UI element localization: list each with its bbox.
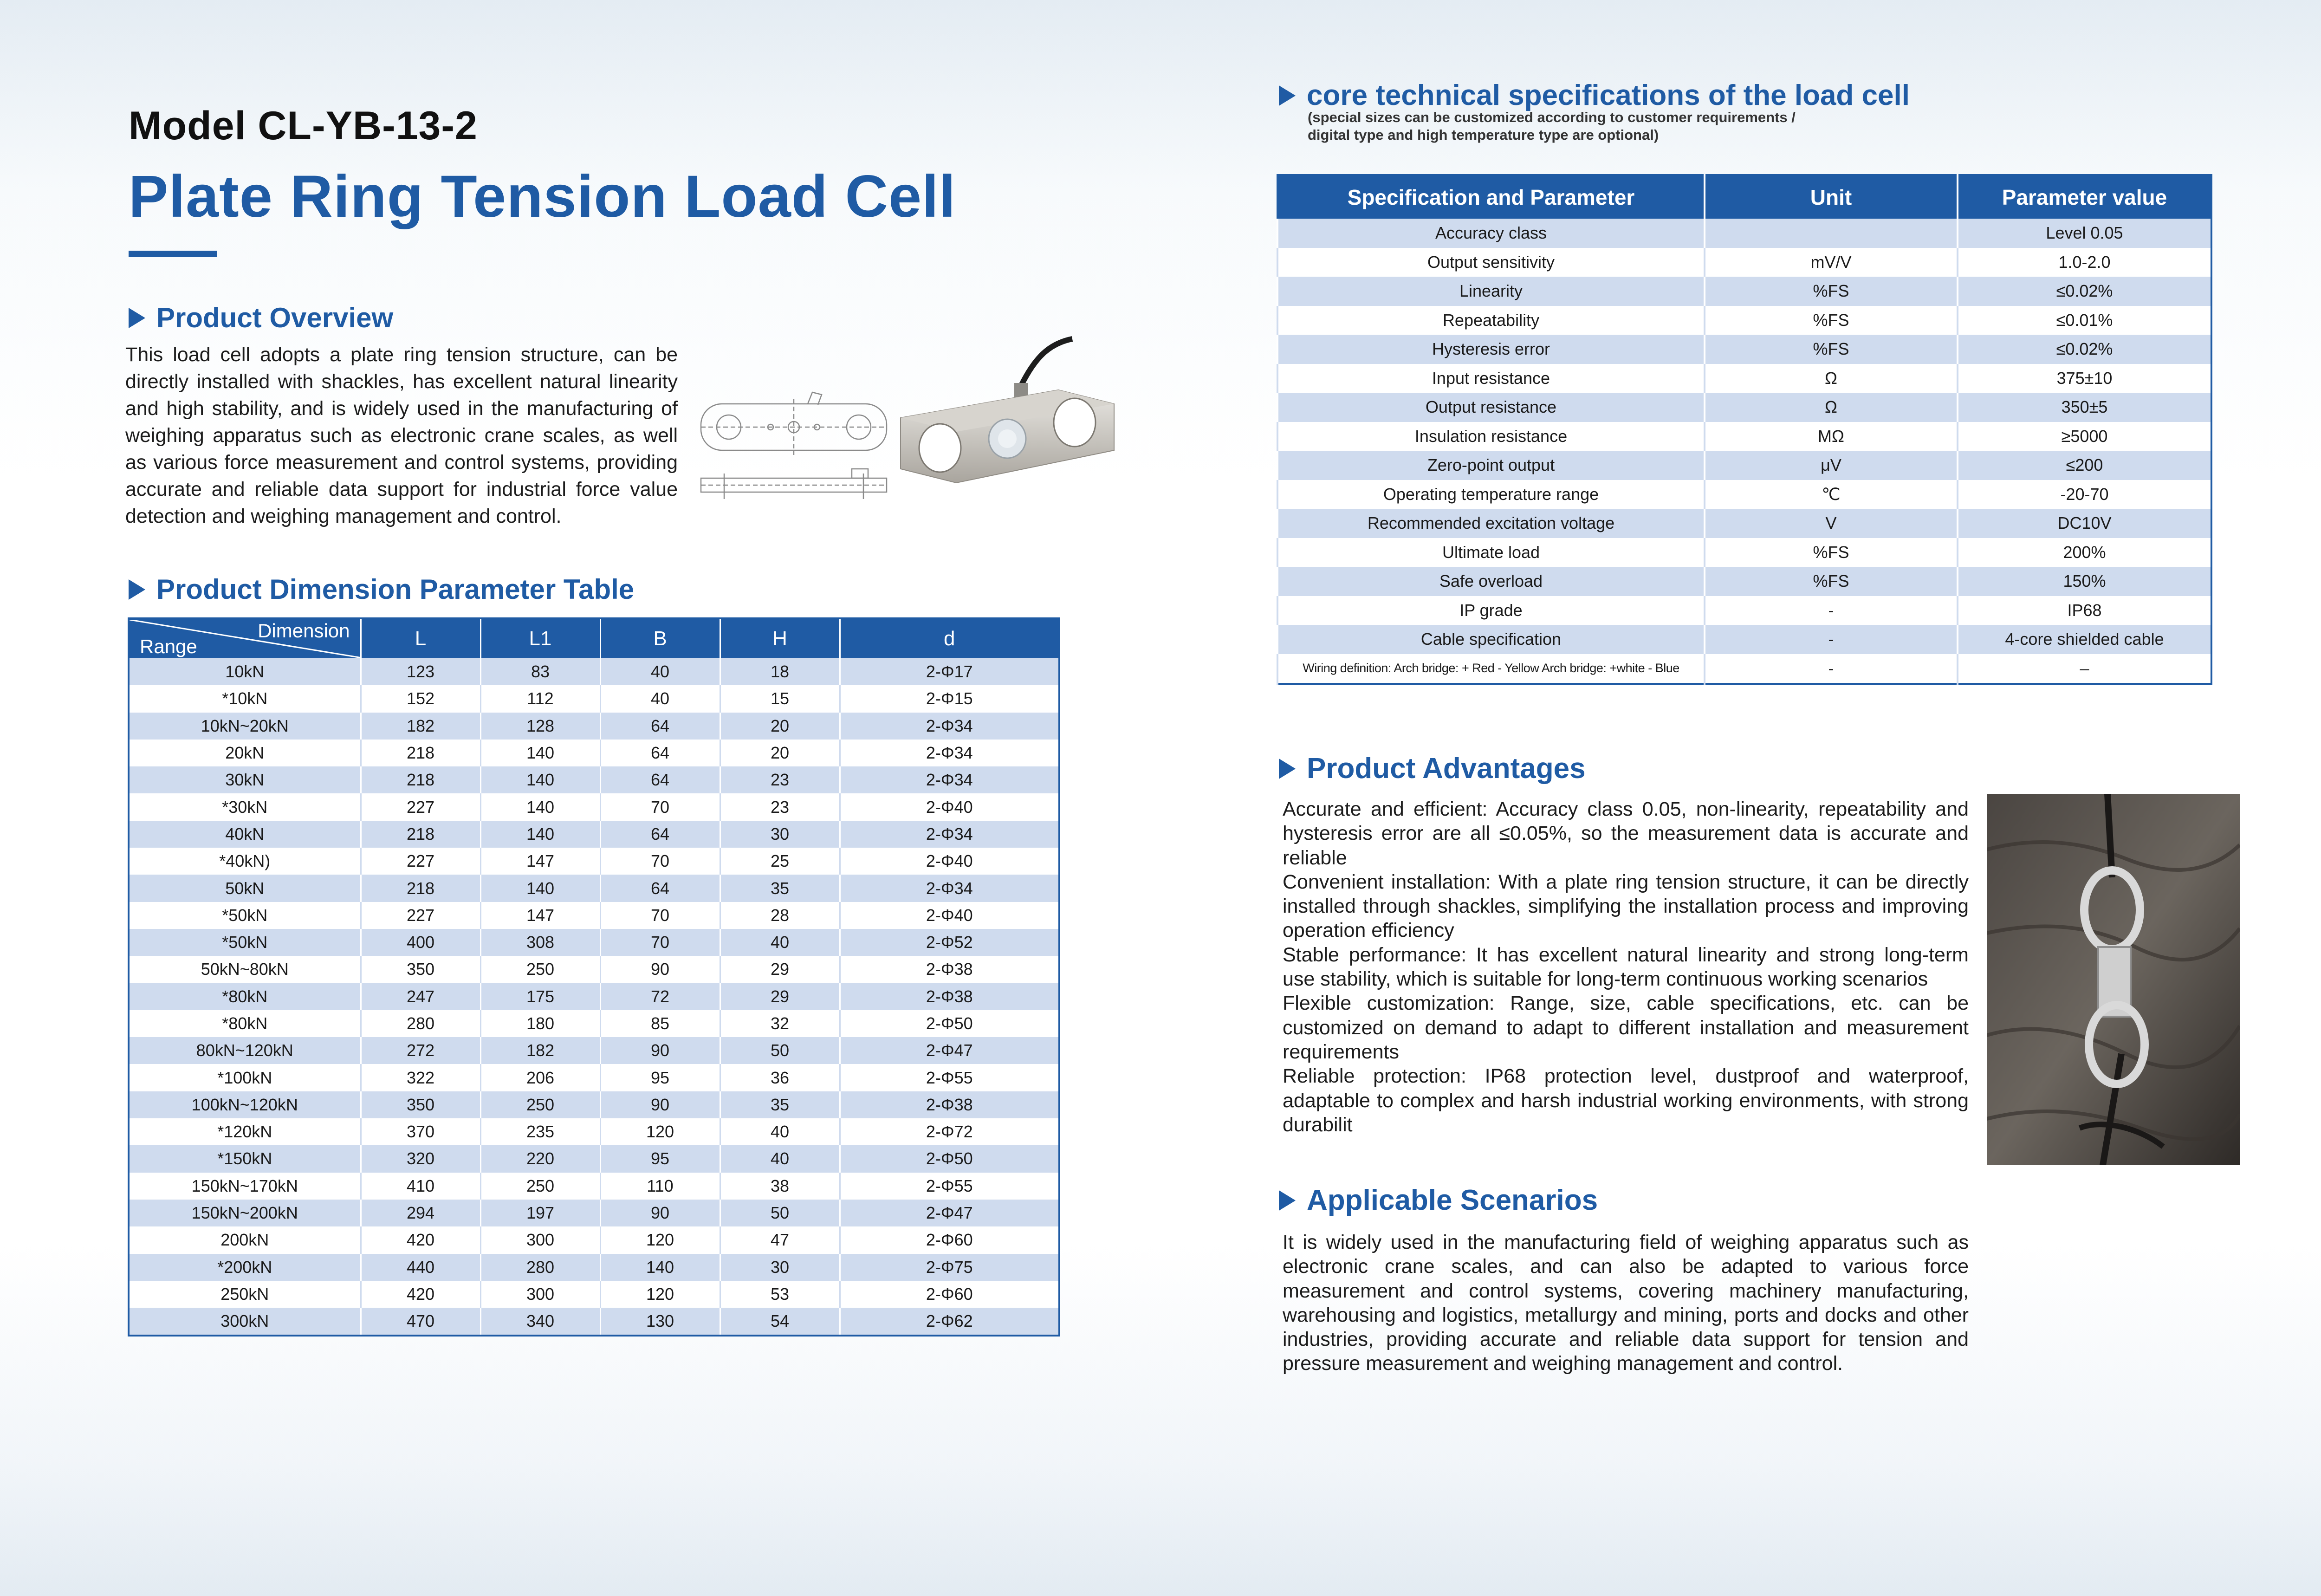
value-cell: 64: [600, 713, 720, 740]
value-cell: 90: [600, 1037, 720, 1064]
value-cell: 64: [600, 766, 720, 793]
table-row: [129, 1200, 1059, 1226]
range-cell: 50kN~80kN: [129, 956, 361, 983]
range-cell: *100kN: [129, 1064, 361, 1091]
spec-name-cell: Hysteresis error: [1277, 335, 1705, 364]
value-cell: 370: [361, 1118, 480, 1145]
value-cell: 123: [361, 658, 480, 685]
value-cell: 2-Φ40: [840, 848, 1059, 875]
unit-cell: [1705, 219, 1958, 248]
unit-cell: μV: [1705, 451, 1958, 480]
value-cell: 410: [361, 1173, 480, 1200]
value-cell: 50: [720, 1200, 840, 1226]
value-cell: 2-Φ62: [840, 1308, 1059, 1336]
value-cell: 2-Φ75: [840, 1254, 1059, 1281]
value-cell: 2-Φ40: [840, 793, 1059, 820]
unit-cell: %FS: [1705, 567, 1958, 596]
value-cell: 64: [600, 740, 720, 766]
range-cell: 20kN: [129, 740, 361, 766]
value-cell: 2-Φ38: [840, 1091, 1059, 1118]
spec-table-body: [1277, 219, 2211, 684]
spec-name-cell: Output sensitivity: [1277, 248, 1705, 277]
value-cell: 400: [361, 929, 480, 956]
triangle-bullet-icon: [1279, 85, 1296, 106]
range-cell: 200kN: [129, 1226, 361, 1253]
value-cell: 218: [361, 740, 480, 766]
spec-name-cell: Zero-point output: [1277, 451, 1705, 480]
spec-name-cell: Linearity: [1277, 277, 1705, 306]
value-cell: 227: [361, 902, 480, 929]
value-cell: 227: [361, 848, 480, 875]
range-cell: *30kN: [129, 793, 361, 820]
column-header: L1: [480, 618, 600, 658]
section-heading-overview: [129, 302, 393, 334]
table-row: [1277, 480, 2211, 509]
table-row: [129, 740, 1059, 766]
value-cell: 2-Φ50: [840, 1145, 1059, 1172]
table-row: [129, 1173, 1059, 1200]
value-cell: 2-Φ47: [840, 1037, 1059, 1064]
table-header-row: [129, 618, 1059, 658]
scenarios-paragraph: It is widely used in the manufacturing field of weighing apparatus such as electronic crane scales, and can also be adapted to various force measurement and control systems, covering machinery manufacturing, warehousing and logistics, metallurgy and mining, ports and docks and other industries, providing accurate and reliable data support for tension and pressure measurement and weighing management and control.: [1283, 1231, 1969, 1375]
value-cell: 218: [361, 875, 480, 902]
table-row: [1277, 393, 2211, 422]
title-underline: [129, 251, 217, 257]
column-header: Specification and Parameter: [1277, 175, 1705, 219]
value-cell: 120: [600, 1281, 720, 1308]
range-cell: *50kN: [129, 929, 361, 956]
value-cell: 350±5: [1958, 393, 2211, 422]
value-cell: –: [1958, 654, 2211, 684]
table-row: [129, 1308, 1059, 1336]
advantages-list: [1283, 797, 1969, 1137]
value-cell: 322: [361, 1064, 480, 1091]
value-cell: ≤200: [1958, 451, 2211, 480]
table-row: [1277, 567, 2211, 596]
value-cell: 2-Φ40: [840, 902, 1059, 929]
value-cell: Level 0.05: [1958, 219, 2211, 248]
value-cell: 128: [480, 713, 600, 740]
value-cell: 1.0-2.0: [1958, 248, 2211, 277]
value-cell: 420: [361, 1281, 480, 1308]
value-cell: 18: [720, 658, 840, 685]
unit-cell: MΩ: [1705, 422, 1958, 451]
table-row: [1277, 306, 2211, 335]
value-cell: 2-Φ55: [840, 1064, 1059, 1091]
value-cell: 272: [361, 1037, 480, 1064]
range-cell: *80kN: [129, 983, 361, 1010]
value-cell: 30: [720, 821, 840, 848]
advantage-item: Stable performance: It has excellent natural linearity and strong long-term use stability, which is suitable for long-term continuous working scenarios: [1283, 943, 1969, 991]
value-cell: 220: [480, 1145, 600, 1172]
value-cell: 4-core shielded cable: [1958, 625, 2211, 654]
range-cell: 150kN~170kN: [129, 1173, 361, 1200]
table-row: [129, 929, 1059, 956]
table-row: [129, 1064, 1059, 1091]
value-cell: 50: [720, 1037, 840, 1064]
table-row: [129, 1281, 1059, 1308]
value-cell: 420: [361, 1226, 480, 1253]
value-cell: 2-Φ34: [840, 740, 1059, 766]
value-cell: ≥5000: [1958, 422, 2211, 451]
value-cell: 308: [480, 929, 600, 956]
value-cell: 120: [600, 1226, 720, 1253]
value-cell: 140: [480, 766, 600, 793]
value-cell: 47: [720, 1226, 840, 1253]
column-header: H: [720, 618, 840, 658]
table-row: [1277, 596, 2211, 625]
value-cell: 120: [600, 1118, 720, 1145]
range-cell: *200kN: [129, 1254, 361, 1281]
range-cell: 100kN~120kN: [129, 1091, 361, 1118]
unit-cell: V: [1705, 509, 1958, 538]
value-cell: 440: [361, 1254, 480, 1281]
range-cell: 30kN: [129, 766, 361, 793]
table-row: [1277, 451, 2211, 480]
advantage-item: Reliable protection: IP68 protection level, dustproof and waterproof, adaptable to complex and harsh industrial working environments, with strong durabilit: [1283, 1065, 1969, 1136]
value-cell: 2-Φ34: [840, 713, 1059, 740]
model-number: Model CL-YB-13-2: [129, 104, 478, 148]
section-heading-advantages: [1279, 752, 1586, 785]
value-cell: 294: [361, 1200, 480, 1226]
unit-cell: Ω: [1705, 364, 1958, 393]
value-cell: 235: [480, 1118, 600, 1145]
table-row: [129, 1091, 1059, 1118]
value-cell: 30: [720, 1254, 840, 1281]
value-cell: 247: [361, 983, 480, 1010]
value-cell: 70: [600, 848, 720, 875]
column-header: d: [840, 618, 1059, 658]
value-cell: 2-Φ38: [840, 983, 1059, 1010]
value-cell: 250: [480, 1173, 600, 1200]
value-cell: 2-Φ72: [840, 1118, 1059, 1145]
value-cell: 54: [720, 1308, 840, 1336]
range-cell: *40kN): [129, 848, 361, 875]
column-header: Parameter value: [1958, 175, 2211, 219]
table-row: [129, 821, 1059, 848]
value-cell: 152: [361, 685, 480, 712]
value-cell: 350: [361, 956, 480, 983]
value-cell: 140: [480, 875, 600, 902]
corner-header-range: Range: [140, 636, 197, 657]
value-cell: 147: [480, 902, 600, 929]
value-cell: 90: [600, 1091, 720, 1118]
core-specs-note: [1308, 109, 1958, 144]
spec-name-cell: Repeatability: [1277, 306, 1705, 335]
value-cell: 300: [480, 1226, 600, 1253]
value-cell: 2-Φ55: [840, 1173, 1059, 1200]
triangle-bullet-icon: [129, 308, 145, 328]
column-header: Unit: [1705, 175, 1958, 219]
table-row: [129, 713, 1059, 740]
table-row: [129, 766, 1059, 793]
note-line: digital type and high temperature type are optional): [1308, 127, 1659, 143]
unit-cell: -: [1705, 625, 1958, 654]
range-cell: 40kN: [129, 821, 361, 848]
advantage-item: Accurate and efficient: Accuracy class 0.05, non-linearity, repeatability and hysteresis error are all ≤0.05%, so the measurement data is accurate and reliable: [1283, 798, 1969, 869]
product-photo: [896, 330, 1119, 506]
value-cell: 180: [480, 1010, 600, 1037]
dimension-table-body: [129, 658, 1059, 1336]
value-cell: 40: [720, 1118, 840, 1145]
value-cell: 130: [600, 1308, 720, 1336]
value-cell: 250: [480, 1091, 600, 1118]
value-cell: ≤0.02%: [1958, 335, 2211, 364]
table-row: [1277, 538, 2211, 567]
value-cell: 2-Φ47: [840, 1200, 1059, 1226]
value-cell: 72: [600, 983, 720, 1010]
value-cell: 2-Φ34: [840, 875, 1059, 902]
value-cell: 112: [480, 685, 600, 712]
value-cell: 36: [720, 1064, 840, 1091]
table-row: [129, 793, 1059, 820]
spec-name-cell: Cable specification: [1277, 625, 1705, 654]
technical-drawing: [696, 390, 891, 506]
value-cell: 35: [720, 1091, 840, 1118]
value-cell: 375±10: [1958, 364, 2211, 393]
value-cell: 2-Φ60: [840, 1226, 1059, 1253]
value-cell: 53: [720, 1281, 840, 1308]
table-row: [129, 1254, 1059, 1281]
spec-name-cell: Ultimate load: [1277, 538, 1705, 567]
table-row: [129, 1145, 1059, 1172]
value-cell: 15: [720, 685, 840, 712]
table-row: [129, 1118, 1059, 1145]
value-cell: 40: [720, 1145, 840, 1172]
note-line: (special sizes can be customized according to customer requirements /: [1308, 109, 1796, 125]
value-cell: 218: [361, 821, 480, 848]
value-cell: 70: [600, 929, 720, 956]
value-cell: 95: [600, 1145, 720, 1172]
section-heading-scenarios: [1279, 1184, 1598, 1217]
value-cell: 182: [480, 1037, 600, 1064]
section-heading-label: Product Overview: [156, 302, 394, 333]
value-cell: 83: [480, 658, 600, 685]
value-cell: 2-Φ17: [840, 658, 1059, 685]
value-cell: 320: [361, 1145, 480, 1172]
value-cell: 2-Φ50: [840, 1010, 1059, 1037]
table-row: [129, 658, 1059, 685]
spec-name-cell: Output resistance: [1277, 393, 1705, 422]
installation-photo: [1987, 794, 2240, 1165]
table-row: [1277, 219, 2211, 248]
value-cell: DC10V: [1958, 509, 2211, 538]
section-heading-dimension: [129, 573, 634, 605]
value-cell: 140: [480, 793, 600, 820]
page-title: Plate Ring Tension Load Cell: [129, 163, 956, 230]
value-cell: 32: [720, 1010, 840, 1037]
value-cell: 64: [600, 875, 720, 902]
value-cell: 64: [600, 821, 720, 848]
unit-cell: %FS: [1705, 335, 1958, 364]
value-cell: 35: [720, 875, 840, 902]
spec-name-cell: Wiring definition: Arch bridge: + Red - Yellow Arch bridge: +white - Blue: [1277, 654, 1705, 684]
value-cell: 2-Φ52: [840, 929, 1059, 956]
range-cell: *50kN: [129, 902, 361, 929]
table-row: [1277, 364, 2211, 393]
value-cell: 20: [720, 740, 840, 766]
table-row: [129, 685, 1059, 712]
table-row: [129, 1037, 1059, 1064]
spec-name-cell: Accuracy class: [1277, 219, 1705, 248]
value-cell: 227: [361, 793, 480, 820]
table-row: [129, 902, 1059, 929]
unit-cell: ℃: [1705, 480, 1958, 509]
range-cell: 10kN: [129, 658, 361, 685]
value-cell: 350: [361, 1091, 480, 1118]
value-cell: 2-Φ60: [840, 1281, 1059, 1308]
value-cell: 175: [480, 983, 600, 1010]
section-heading-label: Product Dimension Parameter Table: [156, 574, 635, 605]
value-cell: 150%: [1958, 567, 2211, 596]
unit-cell: mV/V: [1705, 248, 1958, 277]
spec-name-cell: Input resistance: [1277, 364, 1705, 393]
range-cell: 10kN~20kN: [129, 713, 361, 740]
triangle-bullet-icon: [1279, 759, 1296, 779]
value-cell: 250: [480, 956, 600, 983]
value-cell: 40: [720, 929, 840, 956]
range-cell: 80kN~120kN: [129, 1037, 361, 1064]
table-row: [1277, 335, 2211, 364]
table-row: [1277, 248, 2211, 277]
value-cell: 20: [720, 713, 840, 740]
table-row: [1277, 509, 2211, 538]
value-cell: 28: [720, 902, 840, 929]
value-cell: 200%: [1958, 538, 2211, 567]
table-row: [129, 956, 1059, 983]
unit-cell: %FS: [1705, 538, 1958, 567]
value-cell: IP68: [1958, 596, 2211, 625]
value-cell: 38: [720, 1173, 840, 1200]
value-cell: 197: [480, 1200, 600, 1226]
triangle-bullet-icon: [1279, 1190, 1296, 1211]
table-row: [1277, 625, 2211, 654]
value-cell: 110: [600, 1173, 720, 1200]
table-row: [129, 1010, 1059, 1037]
spec-name-cell: Recommended excitation voltage: [1277, 509, 1705, 538]
range-cell: *10kN: [129, 685, 361, 712]
value-cell: 340: [480, 1308, 600, 1336]
triangle-bullet-icon: [129, 579, 145, 600]
section-heading-label: Applicable Scenarios: [1307, 1184, 1598, 1216]
advantage-item: Flexible customization: Range, size, cable specifications, etc. can be customized on demand to adapt to different installation and measurement requirements: [1283, 992, 1969, 1063]
value-cell: 218: [361, 766, 480, 793]
value-cell: 140: [600, 1254, 720, 1281]
spec-name-cell: Insulation resistance: [1277, 422, 1705, 451]
value-cell: 280: [361, 1010, 480, 1037]
value-cell: 25: [720, 848, 840, 875]
value-cell: ≤0.01%: [1958, 306, 2211, 335]
value-cell: 147: [480, 848, 600, 875]
value-cell: 70: [600, 793, 720, 820]
value-cell: 29: [720, 983, 840, 1010]
table-row: [129, 983, 1059, 1010]
section-heading-label: core technical specifications of the load cell: [1307, 79, 1910, 111]
value-cell: 85: [600, 1010, 720, 1037]
table-row: [1277, 422, 2211, 451]
value-cell: 182: [361, 713, 480, 740]
value-cell: 206: [480, 1064, 600, 1091]
unit-cell: %FS: [1705, 277, 1958, 306]
spec-name-cell: IP grade: [1277, 596, 1705, 625]
value-cell: 40: [600, 658, 720, 685]
section-heading-label: Product Advantages: [1307, 753, 1586, 785]
unit-cell: %FS: [1705, 306, 1958, 335]
value-cell: 90: [600, 956, 720, 983]
value-cell: 2-Φ38: [840, 956, 1059, 983]
value-cell: 300: [480, 1281, 600, 1308]
value-cell: 23: [720, 766, 840, 793]
corner-header-dimension: Dimension: [258, 620, 350, 642]
table-row: [129, 1226, 1059, 1253]
table-row: [129, 875, 1059, 902]
value-cell: 90: [600, 1200, 720, 1226]
advantage-item: Convenient installation: With a plate ring tension structure, it can be directly installed through shackles, simplifying the installation process and improving operation efficiency: [1283, 870, 1969, 942]
value-cell: 2-Φ34: [840, 766, 1059, 793]
unit-cell: Ω: [1705, 393, 1958, 422]
range-cell: *150kN: [129, 1145, 361, 1172]
value-cell: 280: [480, 1254, 600, 1281]
range-cell: 300kN: [129, 1308, 361, 1336]
value-cell: 140: [480, 821, 600, 848]
value-cell: 95: [600, 1064, 720, 1091]
section-heading-core-specs: [1279, 79, 1910, 112]
value-cell: 29: [720, 956, 840, 983]
value-cell: ≤0.02%: [1958, 277, 2211, 306]
range-cell: 150kN~200kN: [129, 1200, 361, 1226]
table-row: [129, 848, 1059, 875]
range-cell: 250kN: [129, 1281, 361, 1308]
value-cell: 2-Φ15: [840, 685, 1059, 712]
unit-cell: -: [1705, 596, 1958, 625]
spec-table: [1277, 174, 2212, 685]
overview-paragraph: This load cell adopts a plate ring tension structure, can be directly installed with shackles, has excellent natural linearity and high stability, and is widely used in the manufacturing of weighing apparatus such as electronic crane scales, as well as various force measurement and control systems, providing accurate and reliable data support for industrial force value detection and weighing management and control.: [125, 344, 678, 527]
value-cell: -20-70: [1958, 480, 2211, 509]
column-header: L: [361, 618, 480, 658]
range-cell: *120kN: [129, 1118, 361, 1145]
spec-name-cell: Operating temperature range: [1277, 480, 1705, 509]
value-cell: 470: [361, 1308, 480, 1336]
table-header-row: [1277, 175, 2211, 219]
table-row: [1277, 277, 2211, 306]
value-cell: 140: [480, 740, 600, 766]
corner-header: [129, 618, 361, 658]
unit-cell: -: [1705, 654, 1958, 684]
value-cell: 23: [720, 793, 840, 820]
column-header: B: [600, 618, 720, 658]
value-cell: 2-Φ34: [840, 821, 1059, 848]
dimension-table: [128, 617, 1060, 1336]
range-cell: 50kN: [129, 875, 361, 902]
value-cell: 40: [600, 685, 720, 712]
table-row: [1277, 654, 2211, 684]
value-cell: 70: [600, 902, 720, 929]
spec-name-cell: Safe overload: [1277, 567, 1705, 596]
range-cell: *80kN: [129, 1010, 361, 1037]
